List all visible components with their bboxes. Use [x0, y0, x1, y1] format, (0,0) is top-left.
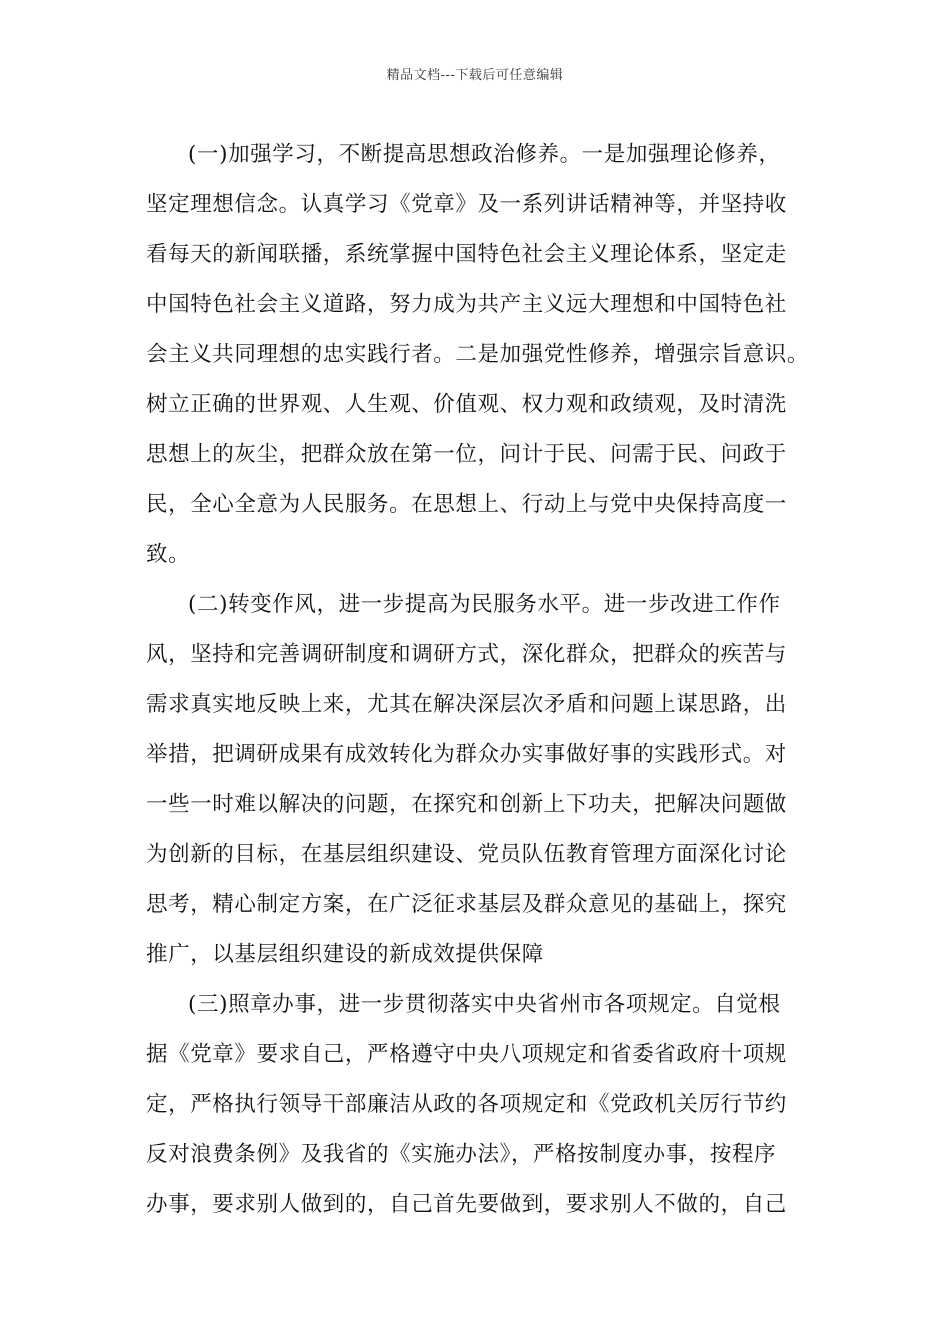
paragraph-line: 风，坚持和完善调研制度和调研方式，深化群众，把群众的疾苦与 [146, 642, 787, 667]
paragraph-line: 民，全心全意为人民服务。在思想上、行动上与党中央保持高度一 [146, 492, 787, 517]
paragraph-line: 为创新的目标，在基层组织建设、党员队伍教育管理方面深化讨论 [146, 842, 787, 867]
paragraph-line: 树立正确的世界观、人生观、价值观、权力观和政绩观，及时清洗 [146, 392, 787, 417]
paragraph-line: 看每天的新闻联播，系统掌握中国特色社会主义理论体系，坚定走 [146, 242, 787, 267]
paragraph-line: (一)加强学习，不断提高思想政治修养。一是加强理论修养， [188, 142, 781, 167]
paragraph-line: 思考，精心制定方案，在广泛征求基层及群众意见的基础上，探究 [146, 892, 787, 917]
paragraph-line: 举措，把调研成果有成效转化为群众办实事做好事的实践形式。对 [146, 742, 787, 767]
paragraph-line: 推广，以基层组织建设的新成效提供保障 [146, 942, 544, 967]
paragraph-2 [146, 580, 808, 980]
paragraph-line: 致。 [146, 542, 191, 567]
paragraph-line: 据《党章》要求自己，严格遵守中央八项规定和省委省政府十项规 [146, 1042, 787, 1067]
paragraph-line: 办事，要求别人做到的，自己首先要做到，要求别人不做的，自己 [146, 1192, 787, 1217]
paragraph-line: 需求真实地反映上来，尤其在解决深层次矛盾和问题上谋思路，出 [146, 692, 787, 717]
paragraph-line: 中国特色社会主义道路，努力成为共产主义远大理想和中国特色社 [146, 292, 787, 317]
page-header: 精品文档---下载后可任意编辑 [386, 68, 564, 83]
paragraph-1 [146, 130, 808, 580]
paragraph-line: (二)转变作风，进一步提高为民服务水平。进一步改进工作作 [188, 592, 781, 617]
paragraph-line: 会主义共同理想的忠实践行者。二是加强党性修养，增强宗旨意识。 [146, 342, 810, 367]
paragraph-line: 坚定理想信念。认真学习《党章》及一系列讲话精神等，并坚持收 [146, 192, 787, 217]
paragraph-line: 思想上的灰尘，把群众放在第一位，问计于民、问需于民、问政于 [146, 442, 787, 467]
paragraph-line: 一些一时难以解决的问题，在探究和创新上下功夫，把解决问题做 [146, 792, 787, 817]
paragraph-line: (三)照章办事，进一步贯彻落实中央省州市各项规定。自觉根 [188, 992, 781, 1017]
paragraph-3 [146, 980, 808, 1230]
paragraph-line: 定，严格执行领导干部廉洁从政的各项规定和《党政机关厉行节约 [146, 1092, 787, 1117]
paragraph-line: 反对浪费条例》及我省的《实施办法》，严格按制度办事，按程序 [146, 1142, 777, 1167]
document-body [146, 130, 808, 1230]
